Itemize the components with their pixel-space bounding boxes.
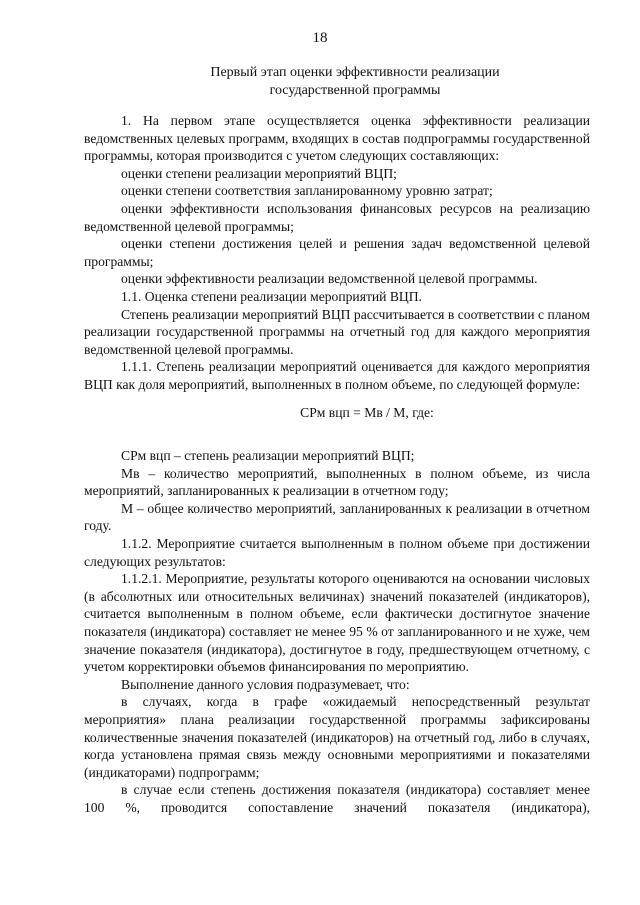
paragraph-1-1-1: 1.1.1. Степень реализации мероприятий оценивается для каждого мероприятия ВЦП как доля мероприятий, выполненных в полном объеме, по следующей формуле: <box>84 359 590 392</box>
list-item-financial-efficiency: оценки эффективности использования финансовых ресурсов на реализацию ведомственной целевой программы; <box>84 200 590 234</box>
page-number: 18 <box>312 30 328 46</box>
paragraph-case-less-100: в случае если степень достижения показателя (индикатора) составляет менее 100 %, проводится сопоставление значений показателя (индикатора), <box>84 782 590 815</box>
section-title-line-1: Первый этап оценки эффективности реализации <box>210 65 500 80</box>
paragraph-condition: Выполнение данного условия подразумевает, что: <box>121 676 410 692</box>
document-body <box>84 112 590 817</box>
formula: СРм вцп = Мв / М, где: <box>300 404 434 420</box>
paragraph-1-1-2-1: 1.1.2.1. Мероприятие, результаты которого оцениваются на основании числовых (в абсолютных или относительных величинах) значений показателей (индикаторов), считается выполненным в полном объеме, если фактически достигнутое значение показателя (индикатора) составляет не менее 95 % от запланированного и не хуже, чем значение показателя (индикатора), достигнутое в году, предшествующем отчетному, с учетом корректировки объемов финансирования по мероприятию. <box>84 571 590 675</box>
subsection-heading-1-1: 1.1. Оценка степени реализации мероприятий ВЦП. <box>121 288 422 304</box>
paragraph-1-1-2: 1.1.2. Мероприятие считается выполненным в полном объеме при достижении следующих результатов: <box>84 536 590 569</box>
section-title <box>150 64 560 100</box>
definition-mv: Мв – количество мероприятий, выполненных в полном объеме, из числа мероприятий, запланированных к реализации в отчетном году; <box>84 465 590 499</box>
definition-m: М – общее количество мероприятий, запланированных к реализации в отчетном году. <box>84 500 590 534</box>
section-title-line-2: государственной программы <box>269 83 441 98</box>
list-item-vcp-efficiency: оценки эффективности реализации ведомственной целевой программы. <box>121 271 538 287</box>
paragraph-degree-of-implementation: Степень реализации мероприятий ВЦП рассчитывается в соответствии с планом реализации государственной программы на отчетный год для каждого мероприятия ведомственной целевой программы. <box>84 306 590 357</box>
list-item-costs: оценки степени соответствия запланированному уровню затрат; <box>121 183 493 199</box>
paragraph-stage-one: 1. На первом этапе осуществляется оценка эффективности реализации ведомственных целевых программ, входящих в состав подпрограммы государственной программы, которая производится с учетом следующих составляющих: <box>84 113 590 164</box>
paragraph-case-quantitative: в случаях, когда в графе «ожидаемый непосредственный результат мероприятия» плана реализации государственной программы зафиксированы количественные значения показателей (индикаторов) на отчетный год, либо в случаях, когда установлена прямая связь между основными мероприятиями и показателями (индикаторами) подпрограмм; <box>84 694 590 780</box>
definition-srm: СРм вцп – степень реализации мероприятий ВЦП; <box>121 448 415 464</box>
list-item-goals: оценки степени достижения целей и решения задач ведомственной целевой программы; <box>84 236 590 269</box>
list-item-measures: оценки степени реализации мероприятий ВЦП; <box>121 165 397 181</box>
